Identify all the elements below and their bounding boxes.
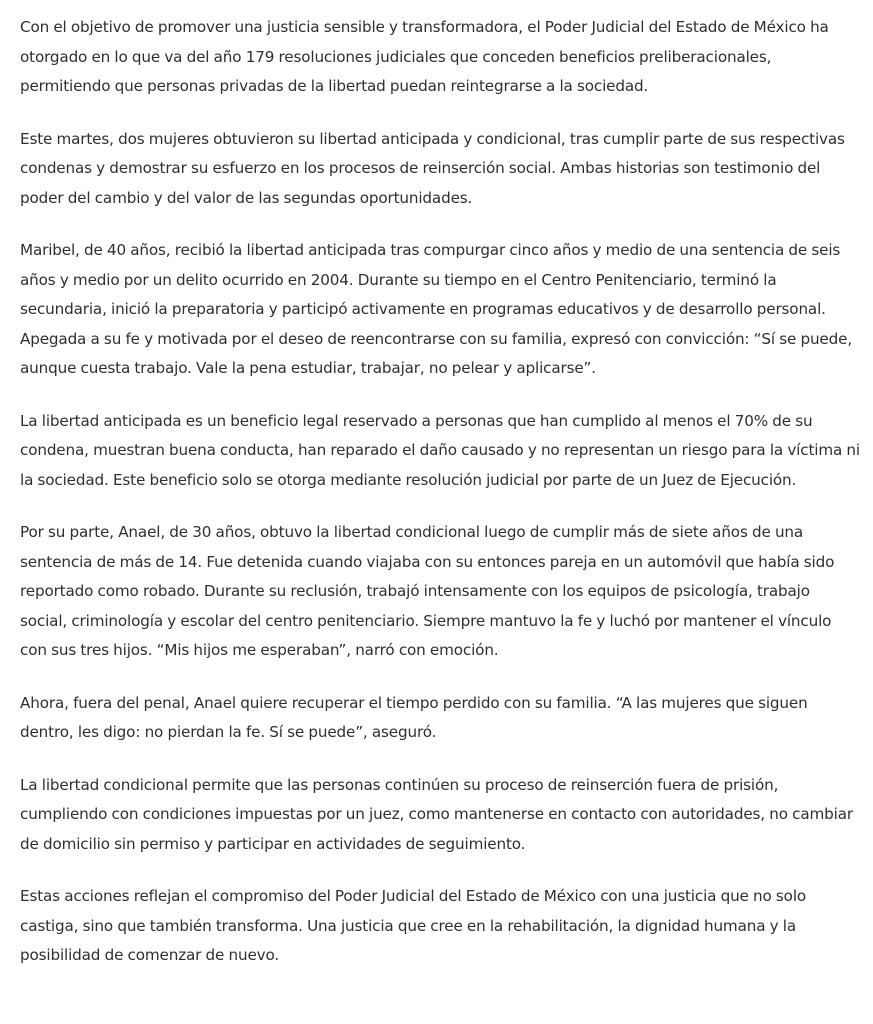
paragraph-libertad-condicional: La libertad condicional permite que las personas continúen su proceso de reinserción fuera de prisión, cumpliendo con condiciones impuestas por un juez, como mantenerse en contacto con autoridades, no cambiar de domicilio sin permiso y participar en actividades de seguimiento. — [20, 775, 853, 853]
paragraph-intro: Con el objetivo de promover una justicia sensible y transformadora, el Poder Judicial del Estado de México ha otorgado en lo que va del año 179 resoluciones judiciales que conceden beneficios preliberacionales, permitiendo que personas privadas de la libertad puedan reintegrarse a la sociedad. — [20, 18, 829, 95]
paragraph-two-women: Este martes, dos mujeres obtuvieron su libertad anticipada y condicional, tras cumplir parte de sus respectivas condenas y demostrar su esfuerzo en los procesos de reinserción social. Ambas historias son testimonio del poder del cambio y del valor de las segundas oportunidades. — [20, 129, 845, 207]
paragraph-libertad-anticipada: La libertad anticipada es un beneficio legal reservado a personas que han cumplido al menos el 70% de su condena, muestran buena conducta, han reparado el daño causado y no representan un riesgo para la víctima ni la sociedad. Este beneficio solo se otorga mediante resolución judicial por parte de un Juez de Ejecución. — [20, 411, 860, 489]
paragraph-conclusion: Estas acciones reflejan el compromiso del Poder Judicial del Estado de México con una justicia que no solo castiga, sino que también transforma. Una justicia que cree en la rehabilitación, la dignidad humana y la posibilidad de comenzar de nuevo. — [20, 887, 807, 964]
paragraph-anael: Por su parte, Anael, de 30 años, obtuvo la libertad condicional luego de cumplir más de siete años de una sentencia de más de 14. Fue detenida cuando viajaba con su entonces pareja en un automóvil que había sido reportado como robado. Durante su reclusión, trabajó intensamente con los equipos de psicología, trabajo social, criminología y escolar del centro penitenciario. Siempre mantuvo la fe y luchó por mantener el vínculo con sus tres hijos. “Mis hijos me esperaban”, narró con emoción. — [20, 523, 835, 659]
paragraph-maribel: Maribel, de 40 años, recibió la libertad anticipada tras compurgar cinco años y medio de una sentencia de seis años y medio por un delito ocurrido en 2004. Durante su tiempo en el Centro Penitenciario, terminó la secundaria, inició la preparatoria y participó activamente en programas educativos y de desarrollo personal. Apegada a su fe y motivada por el deseo de reencontrarse con su familia, expresó con convicción: “Sí se puede, aunque cuesta trabajo. Vale la pena estudiar, trabajar, no pelear y aplicarse”. — [20, 241, 852, 377]
paragraph-anael-quote: Ahora, fuera del penal, Anael quiere recuperar el tiempo perdido con su familia. “A las mujeres que siguen dentro, les digo: no pierdan la fe. Sí se puede”, aseguró. — [20, 693, 808, 741]
